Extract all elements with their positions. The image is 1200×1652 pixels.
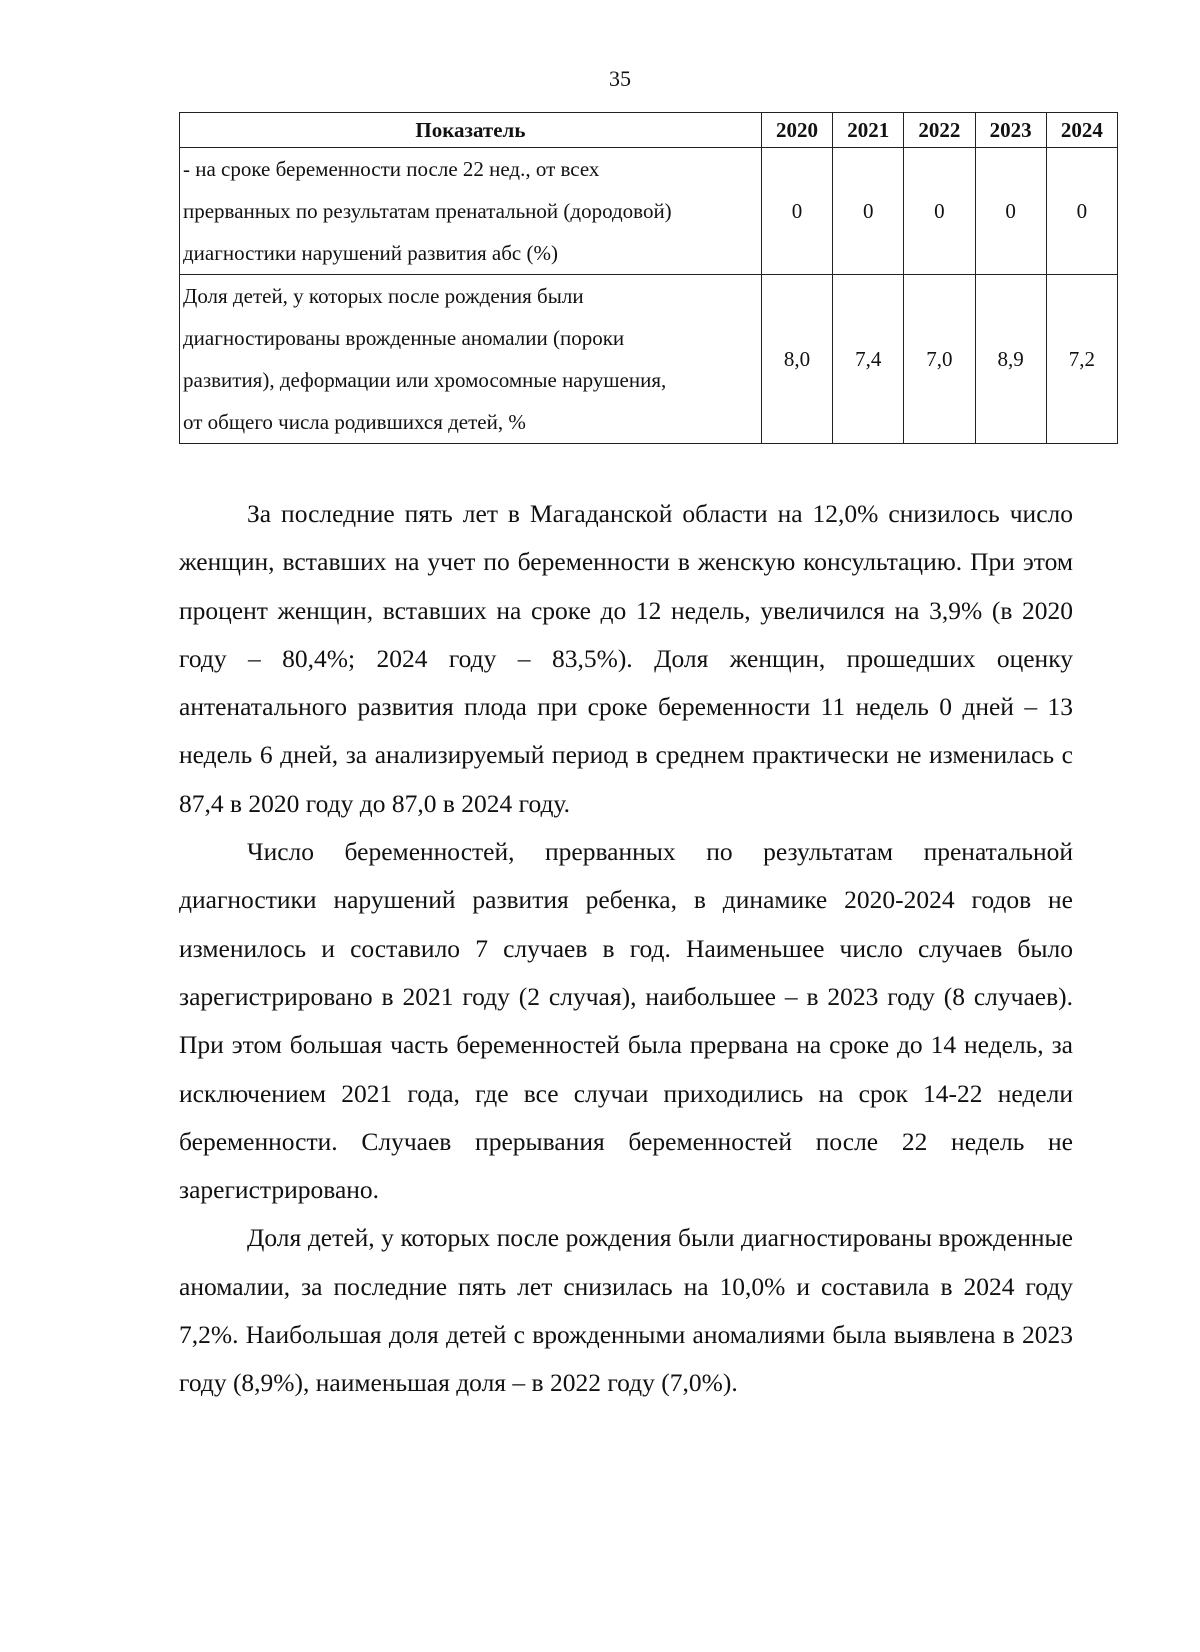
row-label-line: диагностики нарушений развития абс (%) (183, 241, 558, 265)
row-label-line: Доля детей, у которых после рождения были (183, 284, 584, 308)
table-cell: 0 (761, 148, 832, 275)
header-year: 2024 (1046, 113, 1117, 148)
table-cell: 8,9 (975, 275, 1046, 444)
header-indicator: Показатель (180, 113, 762, 148)
body-text (179, 490, 1073, 1408)
paragraph: За последние пять лет в Магаданской области на 12,0% снизилось число женщин, вставших на учет по беременности в женскую консультацию. При этом процент женщин, вставших на сроке до 12 недель, увеличился на 3,9% (в 2020 году – 80,4%; 2024 году – 83,5%). Доля женщин, прошедших оценку антенатального развития плода при сроке беременности 11 недель 0 дней – 13 недель 6 дней, за анализируемый период в среднем практически не изменилась с 87,4 в 2020 году до 87,0 в 2024 году. (179, 499, 1073, 818)
row-label-line: от общего числа родившихся детей, % (183, 410, 526, 434)
header-year: 2023 (975, 113, 1046, 148)
header-year: 2021 (833, 113, 904, 148)
table-cell: 0 (833, 148, 904, 275)
paragraph: Доля детей, у которых после рождения были диагностированы врожденные аномалии, за последние пять лет снизилась на 10,0% и составила в 2024 году 7,2%. Наибольшая доля детей с врожденными аномалиями была выявлена в 2023 году (8,9%), наименьшая доля – в 2022 году (7,0%). (179, 1223, 1073, 1398)
table-cell: 8,0 (761, 275, 832, 444)
row-label (180, 148, 762, 275)
row-label-line: диагностированы врожденные аномалии (пороки (183, 326, 625, 350)
table-cell: 7,0 (904, 275, 975, 444)
header-year: 2020 (761, 113, 832, 148)
table-cell: 0 (1046, 148, 1117, 275)
paragraph: Число беременностей, прерванных по результатам пренатальной диагностики нарушений развития ребенка, в динамике 2020-2024 годов не изменилось и составило 7 случаев в год. Наименьшее число случаев было зарегистрировано в 2021 году (2 случая), наибольшее – в 2023 году (8 случаев). При этом большая часть беременностей была прервана на сроке до 14 недель, за исключением 2021 года, где все случаи приходились на срок 14-22 недели беременности. Случаев прерывания беременностей после 22 недель не зарегистрировано. (179, 837, 1073, 1205)
table-row (180, 148, 1118, 275)
table-row (180, 275, 1118, 444)
indicator-table (179, 112, 1118, 444)
row-label (180, 275, 762, 444)
row-label-line: прерванных по результатам пренатальной (дородовой) (183, 199, 672, 223)
header-year: 2022 (904, 113, 975, 148)
row-label-line: развития), деформации или хромосомные нарушения, (183, 368, 667, 392)
row-label-line: - на сроке беременности после 22 нед., от всех (183, 157, 600, 181)
page-number: 35 (609, 66, 631, 91)
table-cell: 0 (904, 148, 975, 275)
table-cell: 7,2 (1046, 275, 1117, 444)
table-cell: 0 (975, 148, 1046, 275)
table-cell: 7,4 (833, 275, 904, 444)
table-header-row (180, 113, 1118, 148)
